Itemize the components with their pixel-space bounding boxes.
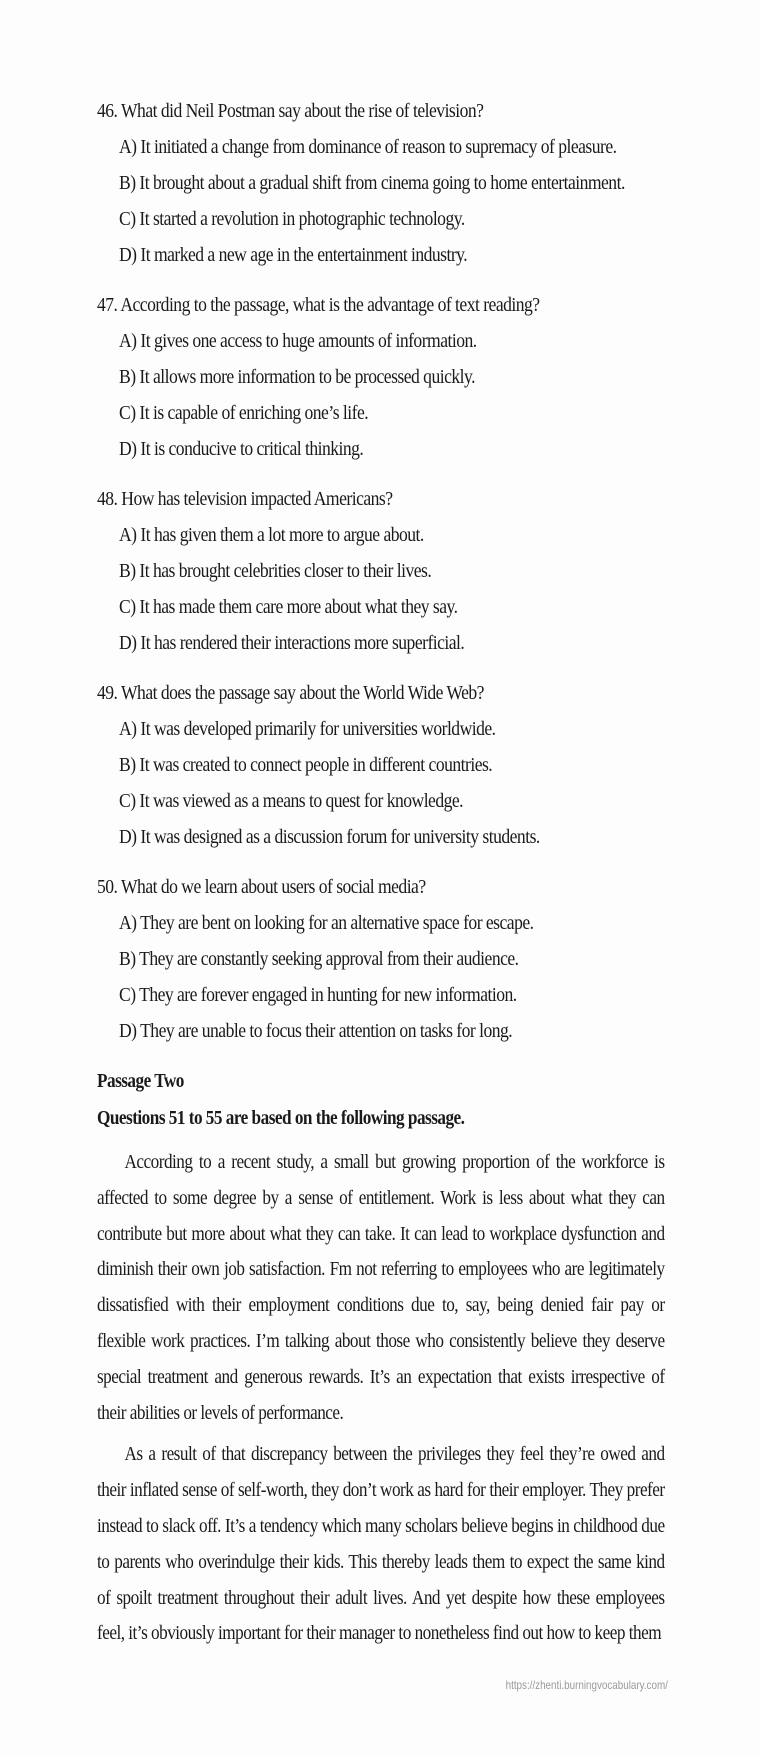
option-b: B) It has brought celebrities closer to their lives.	[119, 560, 432, 582]
option-a: A) It has given them a lot more to argue about.	[119, 524, 424, 546]
option-c: C) They are forever engaged in hunting for new information.	[119, 984, 517, 1006]
footer-source-url: https://zhenti.burningvocabulary.com/	[505, 1678, 668, 1692]
option-b: B) It allows more information to be processed quickly.	[119, 366, 476, 388]
option-d: D) It was designed as a discussion forum for university students.	[119, 826, 540, 848]
question-50	[97, 869, 665, 1049]
option-a: A) They are bent on looking for an alternative space for escape.	[119, 912, 534, 934]
passage-paragraph-1: According to a recent study, a small but growing proportion of the workforce is affected to some degree by a sense of entitlement. Work is less about what they can contribute but more about what they can take. It can lead to workplace dysfunction and diminish their own job satisfaction. Fm not referring to employees who are legitimately dissatisfied with their employment conditions due to, say, being denied fair pay or flexible work practices. I’m talking about those who consistently believe they deserve special treatment and generous rewards. It’s an expectation that exists irrespective of their abilities or levels of performance.	[97, 1151, 665, 1424]
passage-instruction: Questions 51 to 55 are based on the following passage.	[97, 1107, 465, 1129]
option-d: D) It marked a new age in the entertainment industry.	[119, 244, 468, 266]
option-b: B) It was created to connect people in different countries.	[119, 754, 493, 776]
question-46	[97, 93, 665, 273]
question-49	[97, 675, 665, 855]
option-a: A) It initiated a change from dominance of reason to supremacy of pleasure.	[119, 136, 617, 158]
option-d: D) It is conducive to critical thinking.	[119, 438, 364, 460]
question-48	[97, 481, 665, 661]
option-d: D) It has rendered their interactions more superficial.	[119, 632, 465, 654]
options-list	[97, 517, 665, 661]
question-47	[97, 287, 665, 467]
option-a: A) It was developed primarily for universities worldwide.	[119, 718, 496, 740]
options-list	[97, 323, 665, 467]
option-b: B) It brought about a gradual shift from cinema going to home entertainment.	[119, 172, 625, 194]
option-c: C) It started a revolution in photographic technology.	[119, 208, 465, 230]
question-stem: 48. How has television impacted Americans?	[97, 488, 393, 510]
option-b: B) They are constantly seeking approval from their audience.	[119, 948, 519, 970]
question-stem: 47. According to the passage, what is the advantage of text reading?	[97, 294, 540, 316]
page-content	[97, 93, 665, 1658]
option-d: D) They are unable to focus their attention on tasks for long.	[119, 1020, 513, 1042]
option-c: C) It is capable of enriching one’s life.	[119, 402, 369, 424]
options-list	[97, 129, 665, 273]
option-c: C) It was viewed as a means to quest for knowledge.	[119, 790, 464, 812]
passage-heading: Passage Two	[97, 1070, 184, 1092]
passage-paragraph-2: As a result of that discrepancy between the privileges they feel they’re owed and their inflated sense of self-worth, they don’t work as hard for their employer. They prefer instead to slack off. It’s a tendency which many scholars believe begins in childhood due to parents who overindulge their kids. This thereby leads them to expect the same kind of spoilt treatment throughout their adult lives. And yet despite how these employees feel, it’s obviously important for their manager to nonetheless find out how to keep them	[97, 1443, 665, 1645]
question-stem: 50. What do we learn about users of social media?	[97, 876, 426, 898]
question-stem: 49. What does the passage say about the World Wide Web?	[97, 682, 484, 704]
option-c: C) It has made them care more about what they say.	[119, 596, 458, 618]
question-stem: 46. What did Neil Postman say about the rise of television?	[97, 100, 484, 122]
option-a: A) It gives one access to huge amounts of information.	[119, 330, 477, 352]
options-list	[97, 905, 665, 1049]
options-list	[97, 711, 665, 855]
